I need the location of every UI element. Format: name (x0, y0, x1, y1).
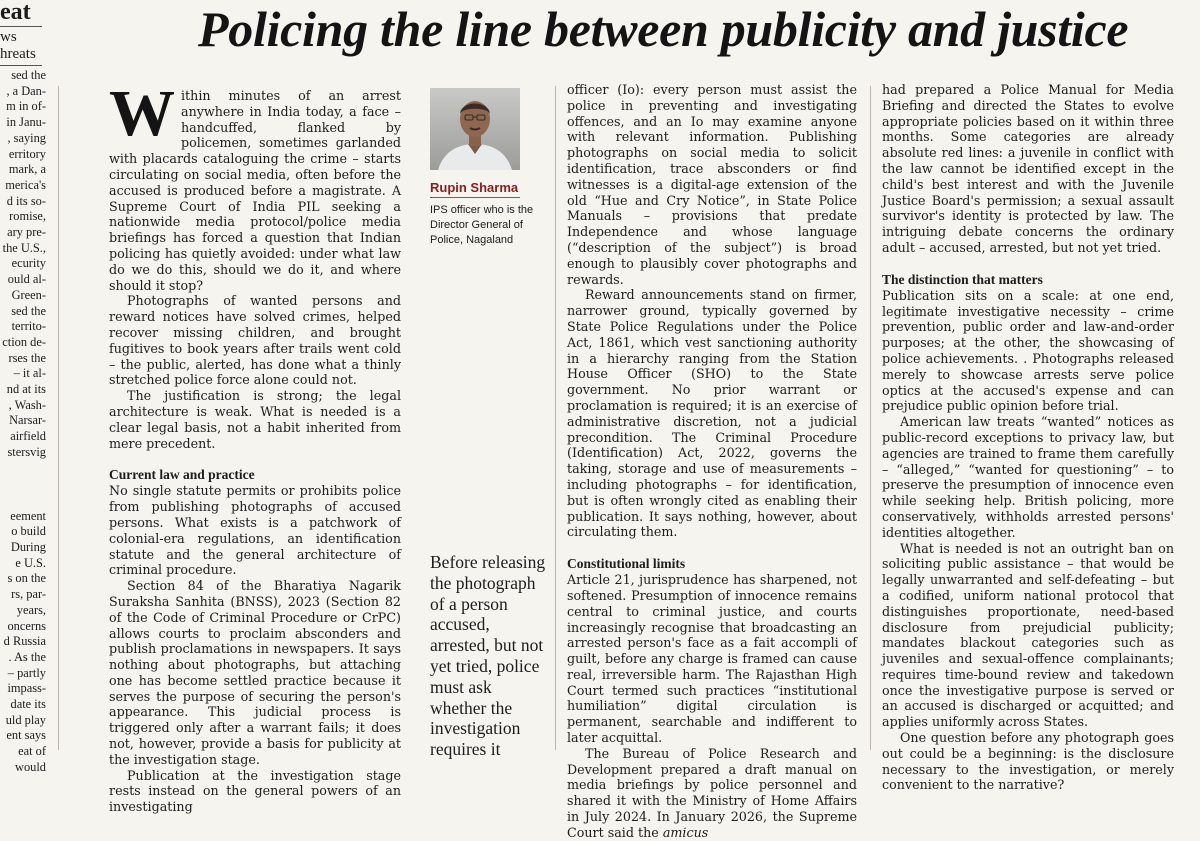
article-paragraph: American law treats “wanted” notices as public-record exceptions to privacy law, but agencies are trained to frame them carefully – “alleged,” “wanted for questioning” – to preserve the presumption of innocence even while seeking help. British policing, more conservatively, withholds arrested persons' identities altogether. (882, 414, 1174, 540)
left-article-line: nd at its (6, 382, 46, 397)
section-heading: Current law and practice (109, 467, 255, 483)
article-paragraph: What is needed is not an outright ban on soliciting public assistance – that would be legally unwarranted and self-defeating – but a codified, uniform national protocol that distinguishes proportionate, need-based disclosure from prejudicial publicity; mandates blackout categories such as juveniles and sexual-offence complainants; requires time-bound review and takedown once the investigative purpose is served or an accused is discharged or acquitted; and applies uniformly across States. (882, 540, 1174, 730)
article-paragraph: Section 84 of the Bharatiya Nagarik Suraksha Sanhita (BNSS), 2023 (Section 82 of the Code of Criminal Procedure or CrPC) allows courts to proclaim absconders and publish proclamations in newspapers. It says nothing about photographs, but attaching one has become settled practice because it serves the purpose of securing the person's appearance. This judicial process is triggered only after a warrant fails; it does not, however, provide a basis for publicity at the investigation stage. (109, 578, 401, 767)
pull-quote: Before releasing the photograph of a person accused, arrested, but not yet tried, police must ask whether the investigation requires it (430, 552, 546, 760)
article-column-1 (109, 77, 401, 815)
left-article-line: eat of (18, 744, 46, 759)
left-article-line: uld play (5, 712, 46, 727)
author-name: Rupin Sharma (430, 180, 519, 195)
left-article-line: – it al- (13, 366, 46, 381)
left-article-line: , saying (7, 130, 46, 145)
left-article-gap (0, 477, 46, 493)
article-paragraph: had prepared a Police Manual for Media Briefing and directed the States to evolve appropriate policies based on it within three months. Some categories are already absolute red lines: a juvenile in conflict with the law cannot be identified except in the child's best interest and with the Juvenile Justice Board's permission; a sexual assault survivor's identity is protected by law. The intriguing debate concerns the ordinary adult – accused, arrested, but not yet tried. (882, 82, 1174, 255)
left-article-body (0, 68, 46, 776)
author-rule (430, 197, 520, 198)
left-article-line: romise, (9, 209, 46, 224)
left-article-line: mark, a (8, 162, 46, 177)
article-paragraph: The justification is strong; the legal architecture is weak. What is needed is a clear legal basis, not a habit inherited from mere precedent. (109, 388, 401, 451)
article-paragraph: No single statute permits or prohibits police from publishing photographs of accused persons. What exists is a patchwork of colonial-era regulations, an identification statute and the general architecture of criminal procedure. (109, 483, 401, 578)
left-article-line: the U.S., (2, 240, 46, 255)
article-paragraph: Publication at the investigation stage rests instead on the general powers of an investigating (109, 767, 401, 815)
author-photo (430, 88, 520, 170)
left-article-strip (0, 0, 46, 774)
left-article-rule (0, 26, 42, 27)
left-article-line: ction de- (2, 334, 46, 349)
left-article-line: merica's (5, 177, 46, 192)
left-article-line: erritory (8, 146, 46, 161)
left-article-line: years, (16, 602, 46, 617)
left-article-line: o build (11, 524, 46, 539)
left-article-line: During (10, 539, 46, 554)
left-article-line: sed the (11, 68, 46, 82)
left-article-line: e U.S. (15, 555, 46, 570)
article-paragraph: One question before any photograph goes out could be a beginning: is the disclosure necessary to the investigation, or merely convenient to the narrative? (882, 730, 1174, 793)
left-article-line: ary pre- (7, 225, 46, 240)
left-article-line: territo- (11, 319, 46, 334)
article-headline: Policing the line between publicity and justice (198, 1, 1129, 57)
article-paragraph: officer (Io): every person must assist the police in preventing and investigating offences, and an Io may examine anyone with relevant information. Publishing photographs on social media to solicit identification, trace absconders or find witnesses is a digital-age extension of the old “Hue and Cry Notice”, in State Police Manuals – provisions that predate Independence and whose language (“description of the subject”) is broad enough to plausibly cover photographs and rewards. (567, 82, 857, 287)
left-article-line: rs, par- (11, 587, 46, 602)
left-article-line: stersvig (7, 444, 46, 459)
article-paragraph: Photographs of wanted persons and reward notices have solved crimes, helped recover missing children, and brought fugitives to book years after trails went cold – the public, alerted, has done what a thinly stretched police force alone could not. (109, 293, 401, 388)
column-rule (870, 86, 871, 750)
left-article-line: in Janu- (6, 115, 46, 130)
article-paragraph: Within minutes of an arrest anywhere in India today, a face – handcuffed, flanked by policemen, sometimes garlanded with placards cataloguing the crime – starts circulating on social media, often before the accused is produced before a magistrate. A Supreme Court of India PIL seeking a nationwide media protocol/police media briefings has forced a question that Indian policing has quietly avoided: under what law do we do this, should we do it, and where should it stop? (109, 77, 401, 293)
article-paragraph: Reward announcements stand on firmer, narrower ground, typically governed by State Police Regulations under the Police Act, 1861, which vest sanctioning authority in a hierarchy ranging from the Station House Officer (SHO) to the State government. No prior warrant or proclamation is required; it is an exercise of administrative discretion, not a judicial precondition. The Criminal Procedure (Identification) Act, 2022, governs the taking, storage and use of measurements – including photographs – for identification, but is often wrongly cited as enabling their publication. It says nothing, however, about circulating them. (567, 287, 857, 540)
article-paragraph: Article 21, jurisprudence has sharpened, not softened. Presumption of innocence remains central to criminal justice, and courts increasingly recognise that broadcasting an arrested person's face as a fait accompli of guilt, before any charge is framed can cause real, irreversible harm. The Rajasthan High Court termed such practices “institutional humiliation” digital circulation is permanent, searchable and indifferent to later acquittal. (567, 572, 857, 746)
drop-cap: W (109, 77, 175, 150)
left-article-line: ent says (6, 728, 46, 743)
column-rule (58, 86, 59, 750)
article-paragraph: The Bureau of Police Research and Development prepared a draft manual on media briefings by police personnel and shared it with the Ministry of Home Affairs in July 2024. In January 2026, the Supreme Court said the amicus (567, 745, 857, 840)
left-article-line: sed the (11, 303, 46, 318)
left-article-line: Green- (11, 287, 46, 302)
author-bio: IPS officer who is the Director General of Police, Nagaland (430, 204, 534, 246)
left-article-line: ould al- (7, 272, 46, 287)
left-article-line: s on the (7, 571, 46, 586)
left-article-line: , Wash- (8, 397, 46, 412)
left-article-line: , a Dan- (6, 83, 46, 98)
left-article-line: oncerns (7, 618, 46, 633)
left-article-subhead-line: hreats (0, 46, 36, 62)
left-article-line: . As the (8, 649, 46, 664)
left-article-line: ecurity (11, 256, 46, 271)
article-column-3 (882, 82, 1174, 793)
left-article-line: would (15, 759, 46, 774)
left-article-rule (0, 65, 42, 66)
article-column-2 (567, 82, 857, 840)
left-article-line: eement (10, 508, 46, 523)
left-article-headline: eat (0, 0, 31, 25)
italic-word: amicus (662, 824, 709, 840)
section-heading: Constitutional limits (567, 556, 686, 572)
column-rule (555, 86, 556, 750)
left-article-line: Narsar- (9, 413, 46, 428)
left-article-line: d its so- (6, 193, 46, 208)
left-article-line: – partly (7, 665, 46, 680)
left-article-subhead-line: ws (0, 29, 17, 45)
left-article-line: airfield (10, 429, 46, 444)
article-paragraph: Publication sits on a scale: at one end, legitimate investigative necessity – crime prevention, public order and law-and-order purposes; at the other, the showcasing of police achievements. . Photographs released merely to showcase arrests serve police optics at the accused's expense and can prejudice public opinion before trial. (882, 287, 1174, 414)
left-article-line: date its (10, 697, 46, 712)
left-article-line: d Russia (3, 634, 46, 649)
left-article-line: impass- (7, 681, 46, 696)
left-article-line: rses the (8, 350, 46, 365)
left-article-line: m in of- (6, 99, 46, 114)
section-heading: The distinction that matters (882, 271, 1043, 287)
